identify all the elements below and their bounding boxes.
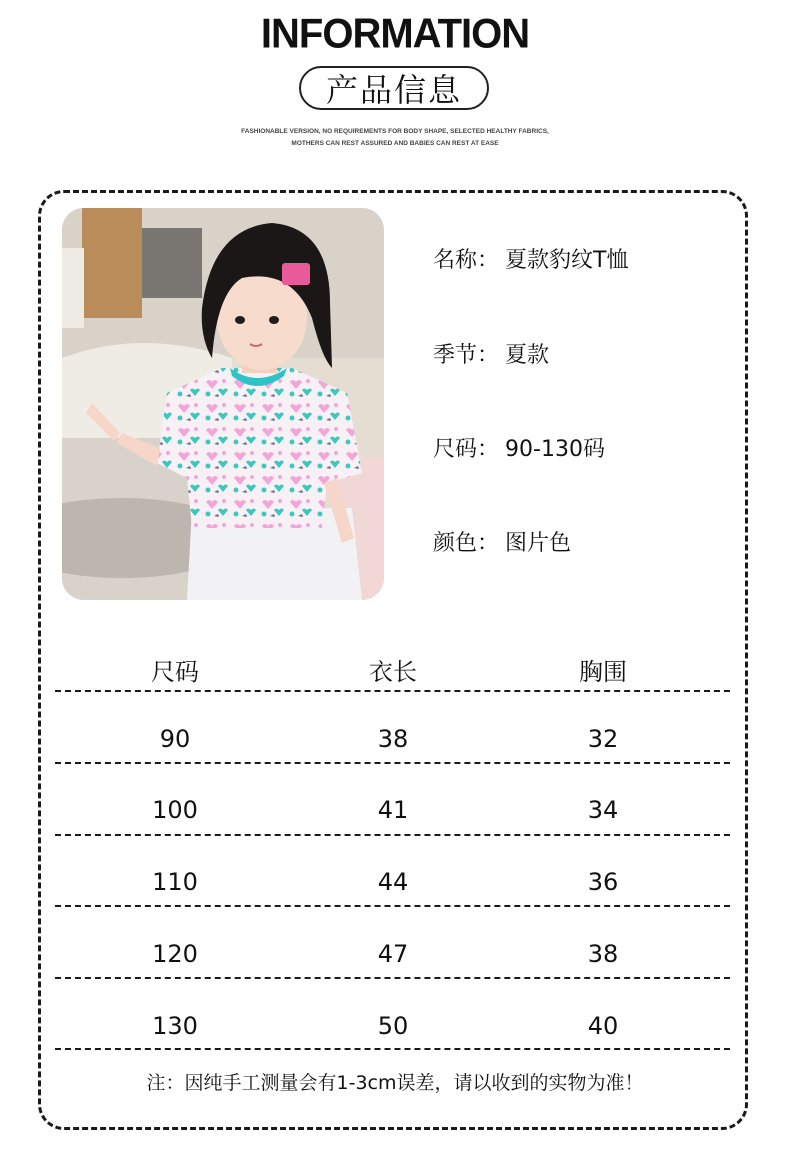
field-name	[433, 243, 628, 274]
cell-chest: 36	[587, 868, 619, 896]
cell-length: 44	[377, 868, 409, 896]
cell-size: 90	[159, 725, 191, 753]
table-row	[55, 940, 730, 980]
measurement-note: 注：因纯手工测量会有1-3cm误差，请以收到的实物为准！	[146, 1072, 644, 1094]
section-subtitle: 产品信息	[299, 66, 489, 110]
field-season	[433, 338, 549, 369]
field-season-value: 夏款	[505, 343, 550, 368]
field-size-value: 90-130码	[505, 437, 605, 462]
field-color-label: 颜色：	[433, 531, 500, 556]
cell-chest: 32	[587, 725, 619, 753]
header-length: 衣长	[369, 658, 417, 686]
table-divider	[55, 834, 730, 836]
cell-size: 130	[152, 1012, 198, 1040]
field-color	[433, 526, 571, 557]
tagline: FASHIONABLE VERSION, NO REQUIREMENTS FOR BODY SHAPE, SELECTED HEALTHY FABRICS, MOTHERS CAN REST ASSURED AND BABIES CAN REST AT EASE	[241, 128, 549, 147]
table-row	[55, 1012, 730, 1052]
cell-length: 50	[377, 1012, 409, 1040]
product-photo	[62, 208, 384, 600]
cell-size: 120	[152, 940, 198, 968]
header-size: 尺码	[151, 658, 199, 686]
field-color-value: 图片色	[505, 531, 572, 556]
cell-chest: 34	[587, 796, 619, 824]
table-row	[55, 868, 730, 908]
cell-length: 47	[377, 940, 409, 968]
field-size-label: 尺码：	[433, 437, 500, 462]
field-name-label: 名称：	[433, 248, 500, 273]
field-name-value: 夏款豹纹T恤	[505, 248, 629, 273]
cell-size: 110	[152, 868, 198, 896]
field-season-label: 季节：	[433, 343, 500, 368]
table-divider	[55, 977, 730, 979]
header-chest: 胸围	[579, 658, 627, 686]
table-divider	[55, 1048, 730, 1050]
cell-length: 41	[377, 796, 409, 824]
table-divider	[55, 905, 730, 907]
size-table-header	[55, 652, 730, 692]
table-row	[55, 725, 730, 765]
cell-chest: 40	[587, 1012, 619, 1040]
table-divider	[55, 690, 730, 692]
field-size	[433, 432, 605, 463]
table-divider	[55, 762, 730, 764]
cell-chest: 38	[587, 940, 619, 968]
table-row	[55, 796, 730, 836]
cell-size: 100	[152, 796, 198, 824]
page-title: INFORMATION	[260, 10, 530, 58]
cell-length: 38	[377, 725, 409, 753]
